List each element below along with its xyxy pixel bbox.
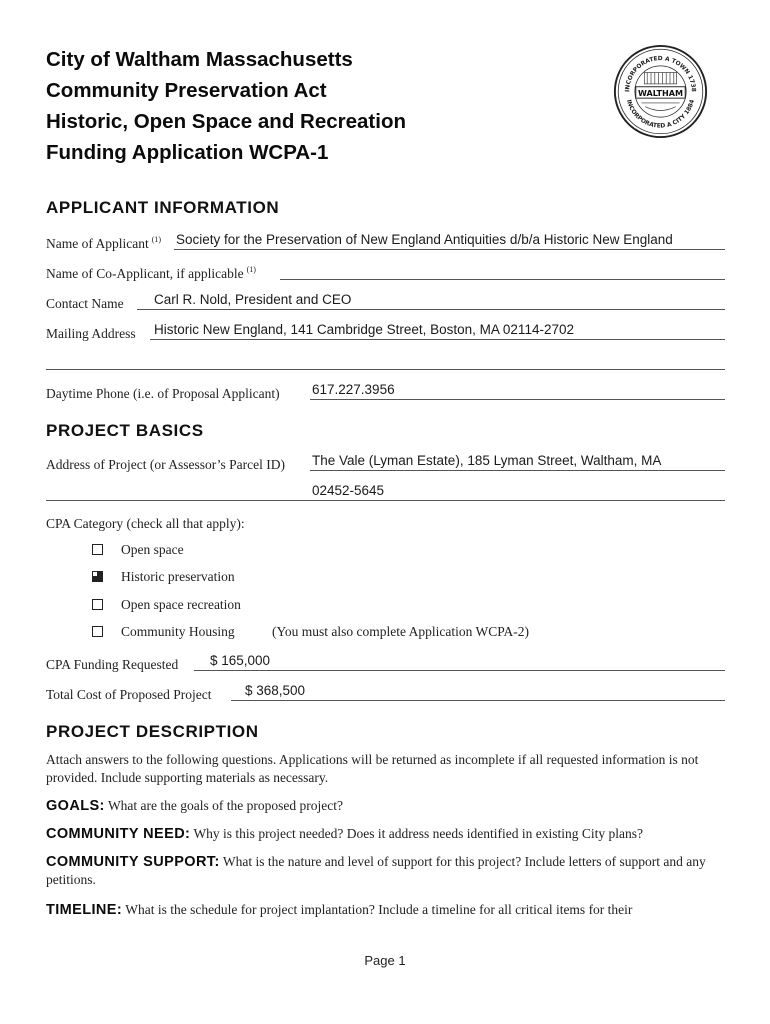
question-text: What are the goals of the proposed project?	[107, 798, 343, 813]
mailing-address-line	[150, 339, 725, 340]
total-cost-label: Total Cost of Proposed Project	[46, 687, 212, 702]
phone-line	[310, 399, 725, 400]
contact-name-label: Contact Name	[46, 296, 124, 311]
footnote-marker: (1)	[151, 235, 162, 244]
field-row-applicant-name	[46, 228, 725, 252]
funding-requested-label: CPA Funding Requested	[46, 657, 179, 672]
community-housing-label: Community Housing	[121, 624, 235, 639]
contact-name-line	[137, 309, 725, 310]
title-line-2: Community Preservation Act	[46, 79, 327, 102]
phone-label: Daytime Phone (i.e. of Proposal Applicant)	[46, 386, 280, 401]
question-key: GOALS:	[46, 798, 105, 814]
section-heading-project-basics: PROJECT BASICS	[46, 421, 204, 440]
title-line-1: City of Waltham Massachusetts	[46, 48, 353, 71]
cpa-category-label: CPA Category (check all that apply):	[46, 516, 245, 531]
coapplicant-label: Name of Co-Applicant, if applicable $^{(1)}$	[46, 265, 256, 281]
footnote-marker: (1)	[246, 265, 256, 274]
question-goals	[46, 797, 730, 815]
question-text: What is the schedule for project implantation? Include a timeline for all critical items for their	[125, 902, 633, 917]
section-heading-applicant: APPLICANT INFORMATION	[46, 198, 280, 217]
project-address-label: Address of Project (or Assessor’s Parcel ID)	[46, 457, 285, 472]
community-housing-note: (You must also complete Application WCPA-2)	[272, 624, 530, 639]
city-seal-logo	[613, 44, 708, 139]
seal-bottom-text: INCORPORATED A CITY 1884	[625, 99, 697, 130]
question-timeline	[46, 901, 730, 919]
field-row-funding	[46, 649, 725, 673]
field-row-contact	[46, 288, 725, 312]
field-row-phone	[46, 378, 725, 402]
open-space-recreation-checkbox[interactable]	[92, 599, 103, 610]
seal-center-text: WALTHAM	[637, 88, 684, 98]
seal-top-text: INCORPORATED A TOWN 1738	[625, 56, 696, 93]
applicant-name-line	[174, 249, 725, 250]
total-cost-field[interactable]: $ 368,500	[245, 683, 306, 698]
open-space-checkbox[interactable]	[92, 544, 103, 555]
coapplicant-line	[280, 279, 725, 280]
funding-requested-field[interactable]: $ 165,000	[210, 653, 271, 668]
project-address-line-2	[46, 500, 725, 501]
field-row-coapplicant	[46, 258, 725, 282]
open-space-recreation-label: Open space recreation	[121, 597, 241, 612]
open-space-label: Open space	[121, 542, 184, 557]
field-row-mailing-2	[46, 348, 725, 372]
project-address-field[interactable]: The Vale (Lyman Estate), 185 Lyman Street, Waltham, MA	[312, 453, 662, 468]
phone-field[interactable]: 617.227.3956	[312, 382, 395, 397]
total-cost-line	[231, 700, 725, 701]
mailing-address-line-2	[46, 369, 725, 370]
historic-preservation-label: Historic preservation	[121, 569, 235, 584]
question-key: TIMELINE:	[46, 902, 123, 918]
contact-name-field[interactable]: Carl R. Nold, President and CEO	[154, 292, 352, 307]
question-community-support	[46, 853, 730, 889]
applicant-name-label: Name of Applicant $^{(1)}$	[46, 235, 162, 251]
community-housing-checkbox[interactable]	[92, 626, 103, 637]
project-address-line	[310, 470, 725, 471]
page-number: Page 1	[364, 953, 406, 968]
checkbox-row-community-housing	[92, 624, 572, 642]
document-title	[46, 44, 566, 168]
field-row-mailing	[46, 318, 725, 342]
funding-requested-line	[194, 670, 725, 671]
project-address-field-2[interactable]: 02452-5645	[312, 483, 385, 498]
title-line-4: Funding Application WCPA-1	[46, 141, 329, 164]
field-row-total-cost	[46, 679, 725, 703]
mailing-address-field[interactable]: Historic New England, 141 Cambridge Street, Boston, MA 02114-2702	[154, 322, 574, 337]
question-community-need	[46, 825, 730, 843]
field-row-project-address	[46, 449, 725, 473]
question-key: COMMUNITY NEED:	[46, 826, 191, 842]
section-heading-project-description: PROJECT DESCRIPTION	[46, 722, 259, 741]
mailing-address-label: Mailing Address	[46, 326, 136, 341]
applicant-name-field[interactable]: Society for the Preservation of New England Antiquities d/b/a Historic New England	[176, 232, 673, 247]
field-row-project-address-2	[46, 479, 725, 503]
question-text: Why is this project needed? Does it address needs identified in existing City plans?	[193, 826, 643, 841]
title-line-3: Historic, Open Space and Recreation	[46, 110, 406, 133]
historic-preservation-checkbox[interactable]	[92, 571, 103, 582]
question-text: What is the nature and level of support for this project? Include letters of support and any petitions.	[46, 854, 706, 887]
description-intro: Attach answers to the following questions. Applications will be returned as incomplete if all requested information is not provided. Include supporting materials as necessary.	[46, 752, 699, 785]
question-key: COMMUNITY SUPPORT:	[46, 854, 220, 870]
